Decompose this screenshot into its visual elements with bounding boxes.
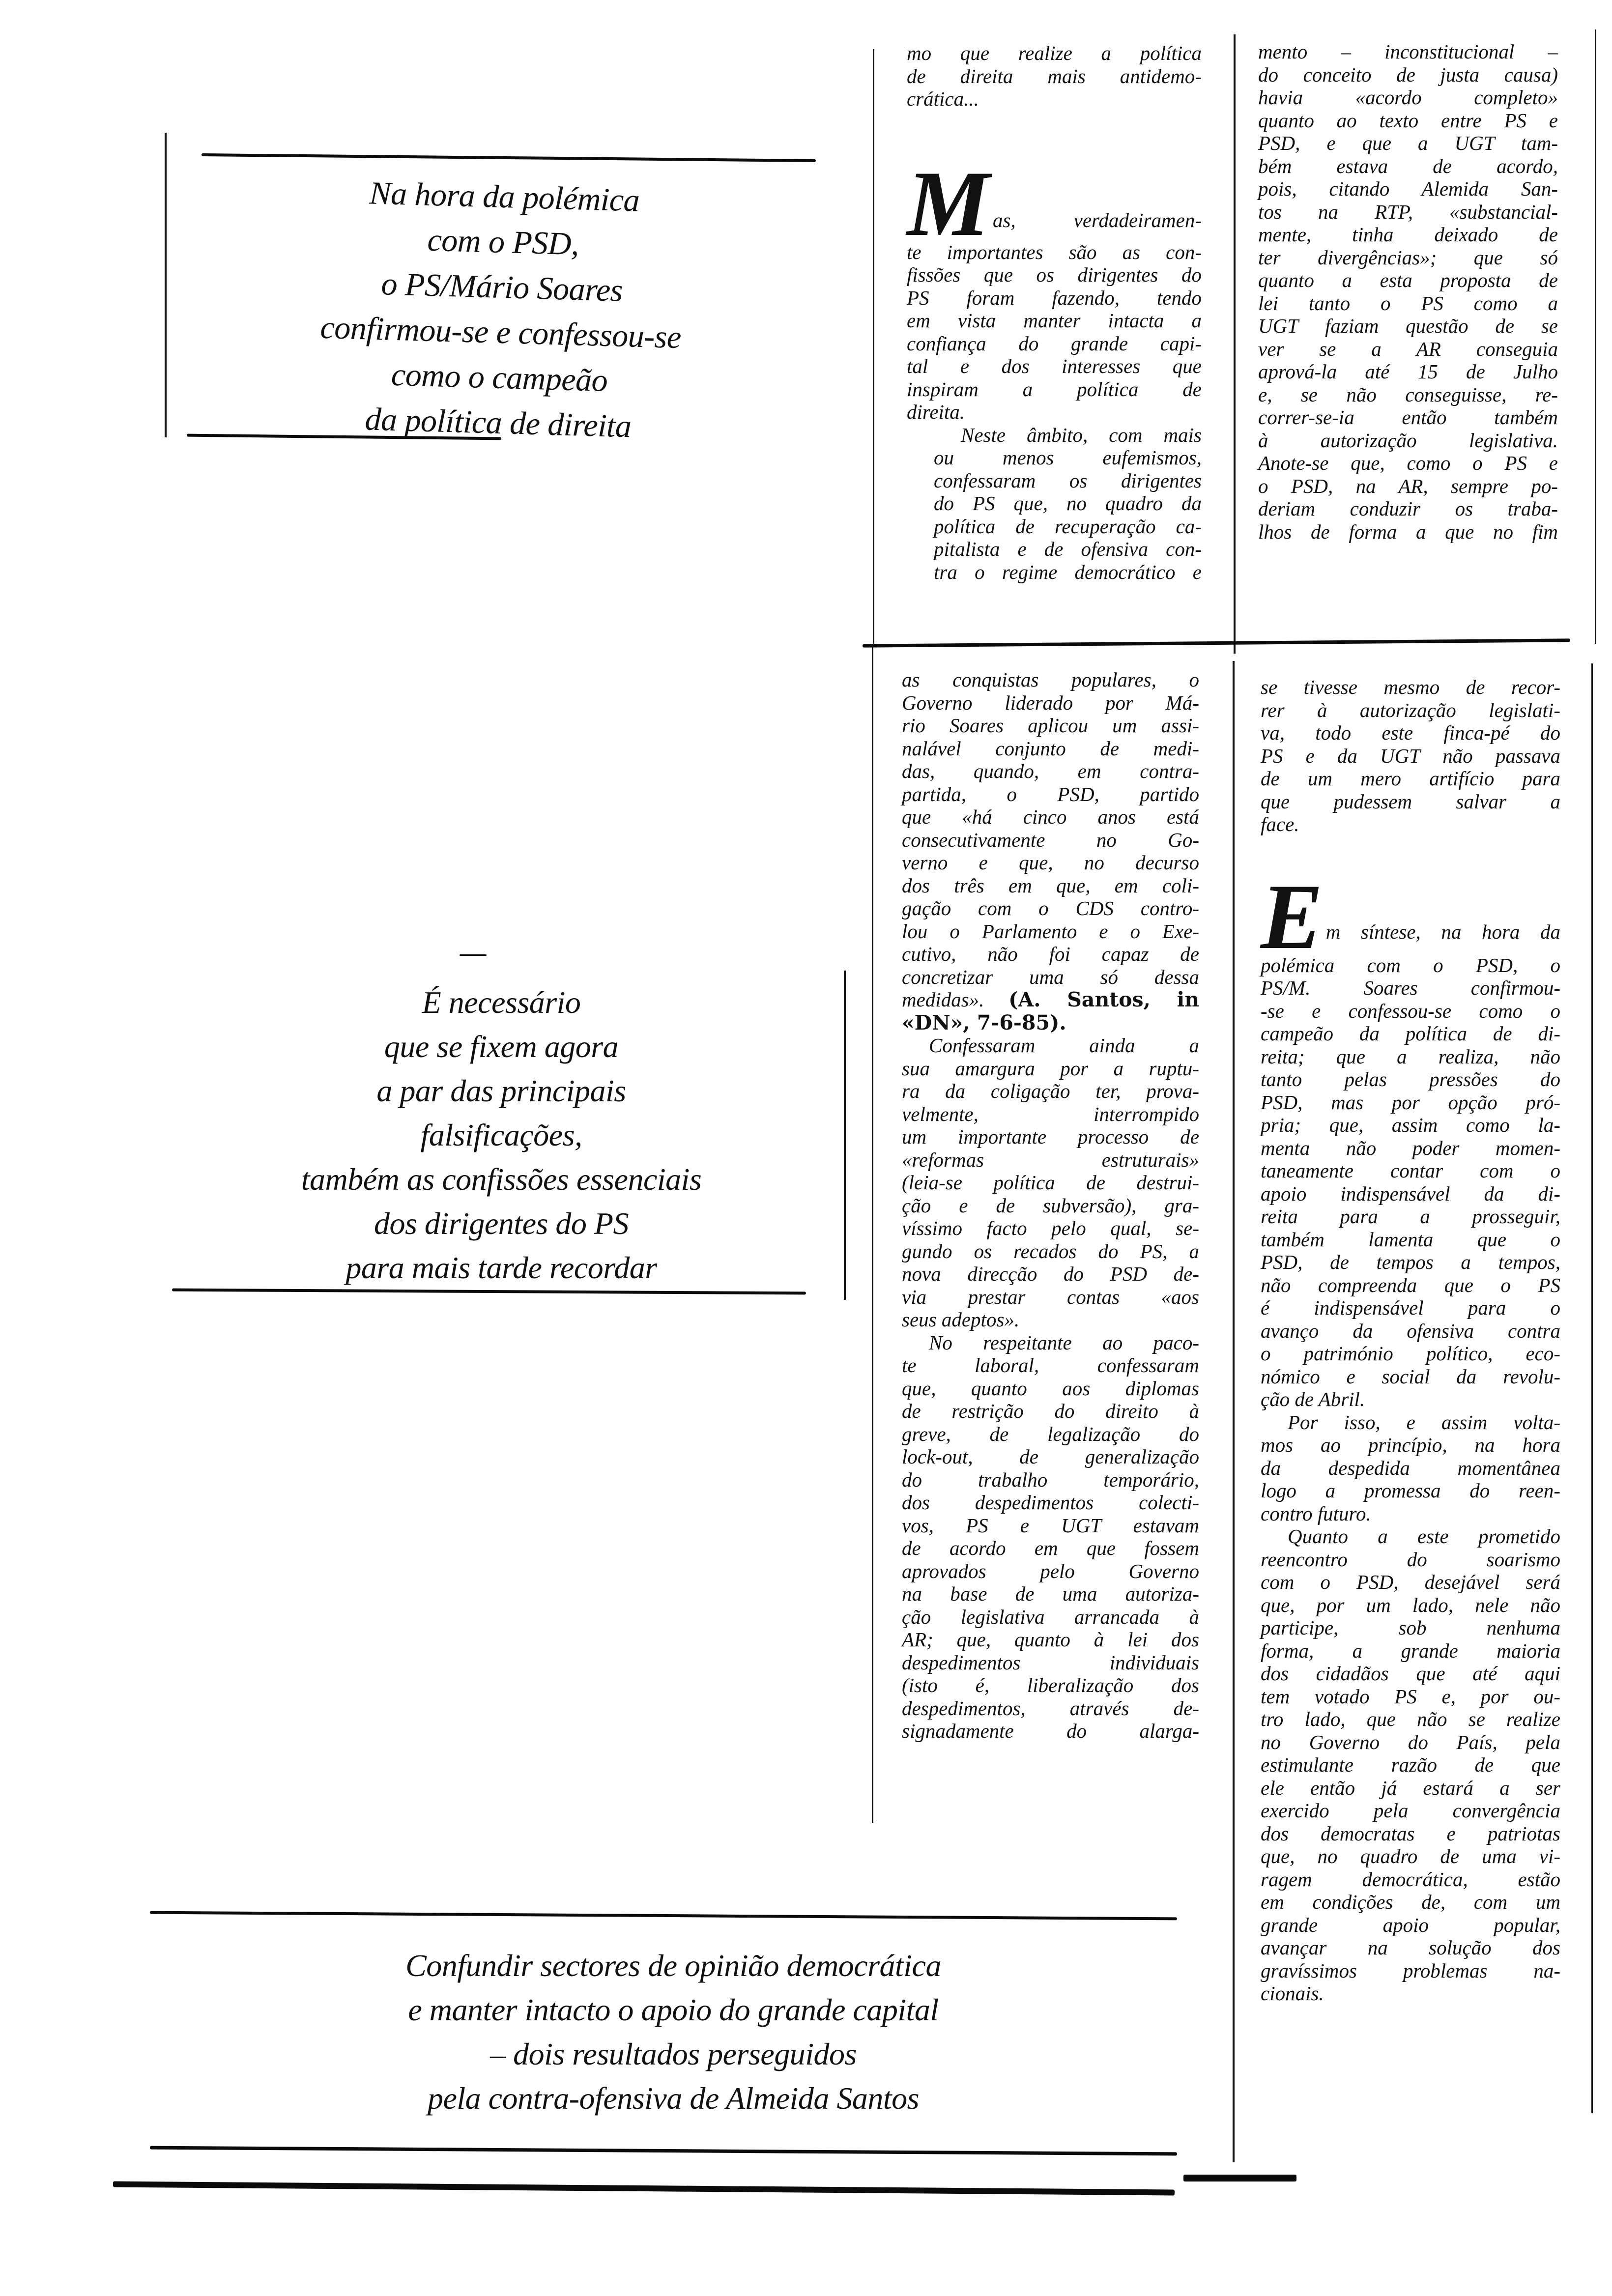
text-line: tanto pelas pressões do: [1261, 1068, 1560, 1091]
text-line: tal e dos interesses que: [907, 355, 1202, 377]
pull-quote-1: [218, 167, 785, 454]
text-line: aprovados pelo Governo: [902, 1559, 1199, 1582]
pull-quote-line: com o PSD,: [427, 222, 580, 262]
horizontal-rule-mid: [863, 638, 1570, 647]
text-line: (isto é, liberalização dos: [902, 1674, 1199, 1696]
text-line: PS/M. Soares confirmou-: [1261, 976, 1560, 999]
text-line: o património político, eco-: [1261, 1342, 1560, 1365]
paragraph: [907, 42, 1202, 111]
text-line: ele então já estará a ser: [1261, 1776, 1560, 1799]
text-line: ção legislativa arrancada à: [902, 1605, 1199, 1628]
quote-end: medidas».: [902, 988, 984, 1011]
text-line: gação com o CDS contro-: [902, 897, 1199, 919]
text-line: correr-se-ia então também: [1258, 406, 1558, 429]
text-line: do conceito de justa causa): [1258, 63, 1558, 86]
text-line: em vista manter intacta a: [907, 309, 1202, 332]
text-line: contro futuro.: [1261, 1502, 1371, 1525]
paragraph: [1258, 40, 1558, 543]
text-line: despedimentos individuais: [902, 1651, 1199, 1674]
footer-rule: [113, 2181, 1175, 2196]
text-line: (leia-se política de destrui-: [902, 1171, 1199, 1194]
text-line: mente, tinha deixado de: [1258, 223, 1558, 246]
pull-quote-line: a par das principais: [376, 1073, 626, 1108]
text-line: dos democratas e patriotas: [1261, 1822, 1560, 1845]
text-line: nómico e social da revolu-: [1261, 1365, 1560, 1388]
pull-quote-2: [197, 980, 806, 1290]
column-divider-middle-top: [1234, 34, 1236, 654]
pull-quote-line: como o campeão: [391, 356, 608, 399]
text-line: direita.: [907, 401, 965, 423]
text-line: PSD, e que a UGT tam-: [1258, 132, 1558, 154]
text-line: do PS que, no quadro da: [934, 492, 1202, 515]
text-line: Neste âmbito, com mais: [961, 423, 1202, 446]
text-line: mento – inconstitucional –: [1258, 40, 1558, 63]
pull-quote-line: Na hora da polémica: [369, 175, 640, 219]
pull-quote-line: falsificações,: [420, 1118, 582, 1152]
text-line: AR; que, quanto à lei dos: [902, 1628, 1199, 1651]
pull-quote-line: pela contra-ofensiva de Almeida Santos: [427, 2081, 920, 2116]
text-line: do trabalho temporário,: [902, 1468, 1199, 1491]
text-line: mos ao princípio, na hora: [1261, 1434, 1560, 1456]
text-line: mo que realize a política: [907, 42, 1202, 64]
text-line: despedimentos, através de-: [902, 1696, 1199, 1720]
text-line: greve, de legalização do: [902, 1422, 1199, 1445]
text-line: Por isso, e assim volta-: [1288, 1410, 1560, 1434]
pull-quote-line: É necessário: [422, 985, 581, 1020]
text-line: que pudessem salvar a: [1261, 790, 1560, 813]
text-line: taneamente contar com o: [1261, 1159, 1560, 1182]
pull-quote-line: da política de direita: [364, 401, 632, 445]
paragraph: [907, 424, 1202, 584]
paragraph: [902, 1034, 1199, 1331]
text-line: quanto ao texto entre PS e: [1258, 109, 1558, 132]
small-dash-pull-quote-2: [460, 954, 487, 956]
text-line: dos despedimentos colecti-: [902, 1491, 1199, 1514]
text-line: menta não poder momen-: [1261, 1136, 1560, 1159]
text-line: confessaram os dirigentes: [934, 469, 1202, 492]
text-line: bém estava de acordo,: [1258, 154, 1558, 177]
text-line: nova direcção do PSD de-: [902, 1263, 1199, 1285]
text-line: ragem democrática, estão: [1261, 1867, 1560, 1891]
text-line: tro lado, que não se realize: [1261, 1708, 1560, 1730]
text-line: te importantes são as con-: [907, 240, 1202, 263]
text-line: confiança do grande capi-: [907, 332, 1202, 355]
paragraph: [1261, 1525, 1560, 2005]
text-line: víssimo facto pelo qual, se-: [902, 1217, 1199, 1239]
dropcap-letter: E: [1261, 865, 1323, 969]
dropcap-letter: M: [907, 152, 990, 256]
paragraph: [902, 1331, 1199, 1743]
text-line: inspiram a política de: [907, 377, 1202, 401]
text-line: também lamenta que o: [1261, 1228, 1560, 1251]
text-line: ou menos eufemismos,: [934, 446, 1202, 469]
text-line: reita; que a realiza, não: [1261, 1045, 1560, 1068]
text-line: via prestar contas «aos: [902, 1285, 1199, 1308]
citation: (A. Santos, in: [1008, 988, 1199, 1011]
text-line: e, se não conseguisse, re-: [1258, 383, 1558, 406]
right-border-pull-quote-2: [844, 971, 846, 1300]
pull-quote-line: que se fixem agora: [384, 1029, 619, 1064]
text-line: ter divergências»; que só: [1258, 246, 1558, 269]
pull-quote-line: dos dirigentes do PS: [374, 1206, 629, 1241]
paragraph: [902, 668, 1199, 1034]
pull-quote-line: para mais tarde recordar: [345, 1250, 657, 1285]
text-line: no Governo do País, pela: [1261, 1730, 1560, 1753]
dropcap-paragraph: [907, 152, 1202, 424]
text-line: PS foram fazendo, tendo: [907, 286, 1202, 309]
top-rule-pull-quote-3: [150, 1911, 1177, 1921]
text-line: lock-out, de generalização: [902, 1445, 1199, 1468]
text-line: pria; que, assim como la-: [1261, 1114, 1560, 1136]
text-line: Anote-se que, como o PS e: [1258, 452, 1558, 474]
column-divider-left-bottom: [872, 644, 873, 1823]
text-line: exercido pela convergência: [1261, 1799, 1560, 1822]
text-line: PS e da UGT não passava: [1261, 744, 1560, 767]
text-line: dos três em que, em coli-: [902, 874, 1199, 897]
column-divider-right-bottom: [1591, 663, 1593, 2113]
text-line: na base de uma autoriza-: [902, 1582, 1199, 1605]
text-line: com o PSD, desejável será: [1261, 1571, 1560, 1593]
article-column-b-bottom: [1261, 676, 1560, 2005]
text-line: as conquistas populares, o: [902, 668, 1199, 691]
text-line: o PSD, na AR, sempre po-: [1258, 474, 1558, 497]
text-line: avanço da ofensiva contra: [1261, 1319, 1560, 1342]
pull-quote-line: também as confissões essenciais: [301, 1162, 702, 1197]
text-line: Quanto a este prometido: [1288, 1525, 1560, 1548]
text-line: va, todo este finca-pé do: [1261, 721, 1560, 744]
text-line: deriam conduzir os traba-: [1258, 497, 1558, 520]
column-divider-right-top: [1595, 29, 1596, 644]
text-line: havia «acordo completo»: [1258, 86, 1558, 109]
text-line: verno e que, no decurso: [902, 851, 1199, 874]
text-line: signadamente do alarga-: [902, 1720, 1199, 1742]
text-line: à autorização legislativa.: [1258, 429, 1558, 452]
text-line: sua amargura por a ruptu-: [902, 1057, 1199, 1080]
text-line: gravíssimos problemas na-: [1261, 1959, 1560, 1982]
text-line: estimulante razão de que: [1261, 1753, 1560, 1776]
dropcap-paragraph: [1261, 865, 1560, 1411]
text-line: ção de Abril.: [1261, 1388, 1365, 1410]
text-line: Governo liderado por Má-: [902, 691, 1199, 714]
text-line: quanto a esta proposta de: [1258, 269, 1558, 291]
text-line: reencontro do soarismo: [1261, 1548, 1560, 1571]
text-line: cionais.: [1261, 1982, 1324, 2005]
text-line: rio Soares aplicou um assi-: [902, 714, 1199, 737]
text-line: tem votado PS e, por ou-: [1261, 1685, 1560, 1708]
text-line: das, quando, em contra-: [902, 760, 1199, 782]
text-line: que, no quadro de uma vi-: [1261, 1845, 1560, 1867]
text-line: é indispensável para o: [1261, 1296, 1560, 1319]
text-line: gundo os recados do PS, a: [902, 1239, 1199, 1263]
text-line: que, quanto aos diplomas: [902, 1377, 1199, 1400]
text-line: da despedida momentânea: [1261, 1456, 1560, 1479]
text-line: «reformas estruturais»: [902, 1148, 1199, 1171]
text-line: tra o regime democrático e: [934, 560, 1202, 583]
article-column-a-bottom: [902, 668, 1199, 1743]
text-line: nalável conjunto de medi-: [902, 737, 1199, 760]
text-line: fissões que os dirigentes do: [907, 263, 1202, 286]
text-line: apoio indispensável da di-: [1261, 1182, 1560, 1205]
pull-quote-line: confirmou-se e confessou-se: [319, 309, 682, 356]
text-line: te laboral, confessaram: [902, 1354, 1199, 1377]
text-line: de direita mais antidemo-: [907, 64, 1202, 87]
text-line: cutivo, não foi capaz de: [902, 943, 1199, 965]
text-line: dos cidadãos que até aqui: [1261, 1662, 1560, 1685]
pull-quote-3: [256, 1944, 1091, 2121]
text-line: tos na RTP, «substancial-: [1258, 200, 1558, 223]
paragraph: [1261, 1411, 1560, 1525]
text-line: logo a promessa do reen-: [1261, 1479, 1560, 1502]
text-line: No respeitante ao paco-: [929, 1331, 1199, 1354]
text-line: polémica com o PSD, o: [1261, 953, 1560, 976]
pull-quote-line: – dois resultados perseguidos: [490, 2037, 857, 2071]
text-line: Confessaram ainda a: [929, 1034, 1199, 1057]
text-line: concretizar uma só dessa: [902, 965, 1199, 988]
text-line: avançar na solução dos: [1261, 1936, 1560, 1959]
column-divider-left-top: [873, 49, 874, 644]
pull-quote-line: o PS/Mário Soares: [380, 266, 623, 309]
text-line: que, por um lado, nele não: [1261, 1593, 1560, 1616]
text-line: em condições de, com um: [1261, 1891, 1560, 1913]
text-line: pitalista e de ofensiva con-: [934, 538, 1202, 560]
article-column-b-top: [1258, 40, 1558, 543]
text-line: de um mero artifício para: [1261, 767, 1560, 790]
text-line: forma, a grande maioria: [1261, 1639, 1560, 1662]
text-line: partida, o PSD, partido: [902, 782, 1199, 805]
text-line: seus adeptos».: [902, 1308, 1020, 1331]
article-column-a-top: [907, 42, 1202, 583]
text-line: velmente, interrompido: [902, 1102, 1199, 1125]
text-line: as, verdadeiramen-: [992, 208, 1202, 231]
text-line: que «há cinco anos está: [902, 805, 1199, 828]
top-rule-pull-quote-1: [202, 153, 816, 162]
text-line: UGT faziam questão de se: [1258, 315, 1558, 337]
text-line: ção e de subversão), gra-: [902, 1194, 1199, 1217]
text-line: participe, sob nenhuma: [1261, 1616, 1560, 1639]
text-line: lhos de forma a que no fim: [1258, 520, 1558, 543]
text-line: PSD, mas por opção pró-: [1261, 1091, 1560, 1114]
text-line: grande apoio popular,: [1261, 1913, 1560, 1936]
pull-quote-line: Confundir sectores de opinião democrática: [405, 1948, 941, 1983]
text-line: se tivesse mesmo de recor-: [1261, 676, 1560, 698]
text-line: m síntese, na hora da: [1325, 920, 1560, 943]
text-line: consecutivamente no Go-: [902, 828, 1199, 851]
text-line: [902, 988, 1199, 1011]
text-line: lou o Parlamento e o Exe-: [902, 919, 1199, 943]
text-line: crática...: [907, 87, 979, 110]
text-line: PSD, de tempos a tempos,: [1261, 1251, 1560, 1273]
text-line: campeão da política de di-: [1261, 1022, 1560, 1045]
column-divider-middle-bottom: [1233, 661, 1235, 2162]
text-line: rer à autorização legislati-: [1261, 698, 1560, 721]
text-line: de acordo em que fossem: [902, 1537, 1199, 1559]
footer-rule-right: [1183, 2175, 1296, 2181]
pull-quote-line: e manter intacto o apoio do grande capital: [408, 1992, 939, 2027]
text-line: lei tanto o PS como a: [1258, 291, 1558, 315]
text-line: reita para a prosseguir,: [1261, 1205, 1560, 1228]
text-line: pois, citando Alemida San-: [1258, 177, 1558, 200]
left-border-top-box: [165, 133, 167, 437]
text-line: face.: [1261, 813, 1299, 835]
text-line: ver se a AR conseguia: [1258, 337, 1558, 360]
citation: «DN», 7-6-85).: [902, 1010, 1066, 1034]
text-line: um importante processo de: [902, 1125, 1199, 1148]
text-line: de restrição do direito à: [902, 1400, 1199, 1422]
text-line: não compreenda que o PS: [1261, 1273, 1560, 1296]
bottom-rule-pull-quote-3: [150, 2146, 1177, 2156]
text-line: aprová-la até 15 de Julho: [1258, 360, 1558, 383]
text-line: vos, PS e UGT estavam: [902, 1514, 1199, 1537]
text-line: política de recuperação ca-: [934, 515, 1202, 538]
text-line: -se e confessou-se como o: [1261, 999, 1560, 1022]
text-line: ra da coligação ter, prova-: [902, 1080, 1199, 1102]
paragraph: [1261, 676, 1560, 836]
